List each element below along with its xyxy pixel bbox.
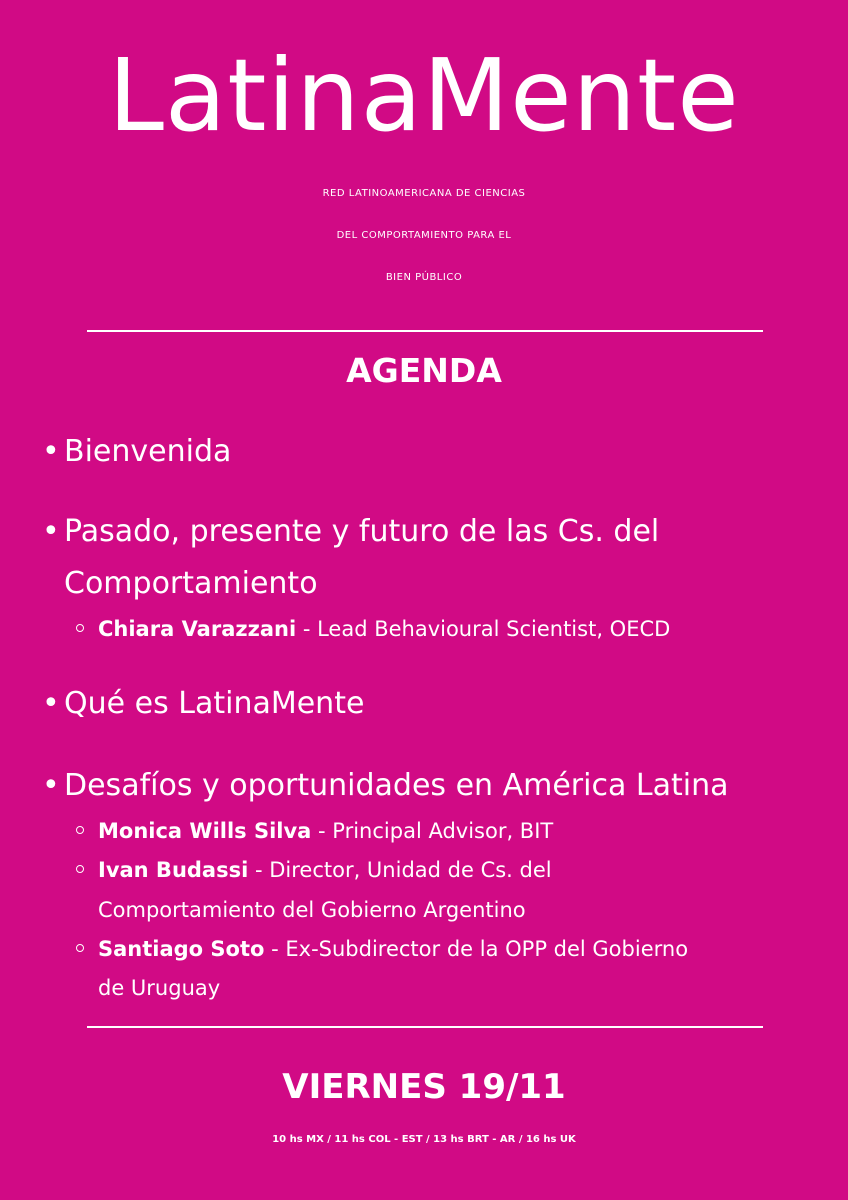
bullet-icon: • xyxy=(42,686,60,721)
agenda-item-text: Bienvenida xyxy=(64,434,232,469)
agenda-item-bienvenida xyxy=(42,430,232,474)
agenda-item-pasado-cont xyxy=(64,562,318,606)
bullet-icon: • xyxy=(42,514,60,549)
circle-bullet-icon xyxy=(76,944,84,952)
event-date: VIERNES 19/11 xyxy=(282,1067,566,1107)
speaker-ivan xyxy=(98,853,552,888)
subtitle-line: RED LATINOAMERICANA DE CIENCIAS xyxy=(322,188,526,199)
speaker-monica xyxy=(98,814,553,849)
bullet-icon: • xyxy=(42,768,60,803)
speaker-chiara xyxy=(98,612,670,647)
agenda-item-pasado xyxy=(42,510,660,554)
bullet-icon: • xyxy=(42,434,60,469)
circle-bullet-icon xyxy=(76,624,84,632)
speaker-santiago xyxy=(98,932,688,967)
speaker-name: Santiago Soto xyxy=(98,937,265,961)
agenda-item-text: Qué es LatinaMente xyxy=(64,686,365,721)
event-times: 10 hs MX / 11 hs COL - EST / 13 hs BRT - AR / 16 hs UK xyxy=(272,1134,576,1145)
top-divider xyxy=(87,330,763,332)
speaker-role: - Ex-Subdirector de la OPP del Gobierno xyxy=(264,937,689,961)
speaker-santiago-cont xyxy=(98,971,220,1006)
speaker-ivan-cont xyxy=(98,893,526,928)
agenda-item-que-es xyxy=(42,682,365,726)
agenda-item-text: Comportamiento xyxy=(64,566,318,601)
speaker-role: de Uruguay xyxy=(98,976,221,1000)
circle-bullet-icon xyxy=(76,865,84,873)
speaker-role: - Director, Unidad de Cs. del xyxy=(248,858,552,882)
agenda-item-desafios xyxy=(42,764,729,808)
agenda-item-text: Desafíos y oportunidades en América Latina xyxy=(64,768,729,803)
speaker-role: - Principal Advisor, BIT xyxy=(311,819,554,843)
speaker-name: Chiara Varazzani xyxy=(98,617,297,641)
speaker-role: - Lead Behavioural Scientist, OECD xyxy=(296,617,671,641)
speaker-name: Monica Wills Silva xyxy=(98,819,312,843)
bottom-divider xyxy=(87,1026,763,1028)
subtitle-line: DEL COMPORTAMIENTO PARA EL xyxy=(336,230,512,241)
subtitle-line: BIEN PÚBLICO xyxy=(385,272,463,283)
subtitle xyxy=(0,173,848,299)
agenda-heading: AGENDA xyxy=(346,351,502,390)
agenda-item-text: Pasado, presente y futuro de las Cs. del xyxy=(64,514,660,549)
circle-bullet-icon xyxy=(76,826,84,834)
speaker-role: Comportamiento del Gobierno Argentino xyxy=(98,898,526,922)
speaker-name: Ivan Budassi xyxy=(98,858,249,882)
page-title: LatinaMente xyxy=(108,37,740,154)
